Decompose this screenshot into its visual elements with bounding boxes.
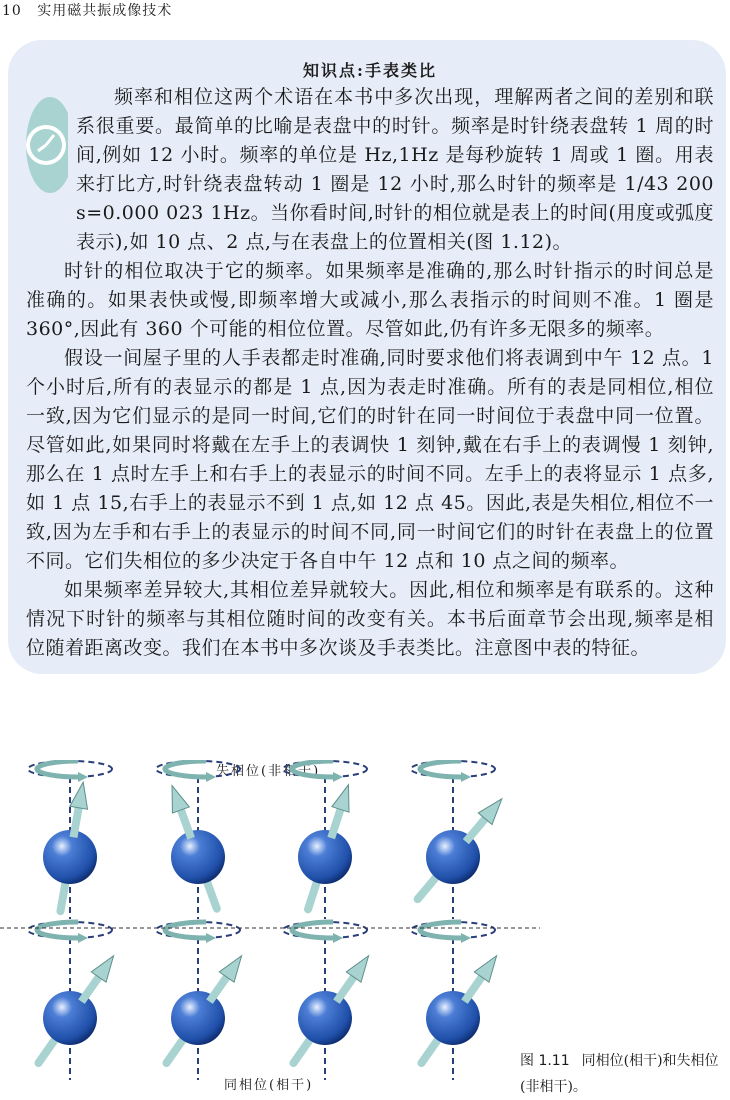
spin-arrowhead-icon (332, 785, 349, 813)
page-number: 10 (2, 3, 22, 19)
rotation-arrow-icon (37, 922, 80, 938)
spin-vector (464, 975, 482, 1001)
paragraph-2: 时针的相位取决于它的频率。如果频率是准确的,那么时针指示的时间总是准确的。如果表快或慢,即频率增大或减小,那么表指示的时间则不准。1 圈是 360°,因此有 360 个可能的相位位置。尽管如此,仍有许多无限多的频率。 (26, 260, 714, 340)
caption-number: 图 1.11 (520, 1053, 570, 1069)
spin-in-phase-2 (156, 922, 242, 1080)
spin-out-of-phase-4 (411, 761, 502, 919)
caption-text: 同相位(相干)和失相位(非相干)。 (520, 1053, 719, 1095)
spin-vector (73, 806, 79, 838)
rotation-arrowhead (461, 772, 471, 782)
rotation-arrow-icon (292, 922, 335, 938)
rotation-arrowhead (78, 772, 88, 782)
spin-in-phase-4 (411, 922, 497, 1080)
rotation-arrow-icon (37, 761, 80, 777)
proton-sphere (298, 991, 352, 1045)
box-title: 知识点:手表类比 (303, 61, 437, 80)
rotation-arrowhead (461, 933, 471, 943)
proton-sphere (171, 991, 225, 1045)
proton-sphere (43, 991, 97, 1045)
rotation-arrowhead (333, 933, 343, 943)
book-title: 实用磁共振成像技术 (37, 3, 173, 19)
spin-out-of-phase-1 (28, 761, 112, 919)
figure-caption (520, 1048, 730, 1100)
spin-in-phase-3 (283, 922, 369, 1080)
knowledge-box (8, 40, 726, 674)
rotation-arrowhead (333, 772, 343, 782)
spin-figure (0, 760, 540, 1094)
spin-vector (180, 808, 191, 838)
rotation-arrow-icon (292, 761, 335, 777)
rotation-arrowhead (78, 933, 88, 943)
proton-sphere (426, 991, 480, 1045)
paragraph-3: 假设一间屋子里的人手表都走时准确,同时要求他们将表调到中午 12 点。1 个小时后,所有的表显示的都是 1 点,因为表走时准确。所有的表是同相位,相位一致,因为它们显示的是同一时间,它们的时针在同一时间位于表盘中同一位置。尽管如此,如果同时将戴在左手上的表调快 1 刻钟,戴在右手上的表调慢 1 刻钟,那么在 1 点时左手上和右手上的表显示的时间不同。左手上的表将显示 1 点多,如 1 点 15,右手上的表显示不到 1 点,如 12 点 45。因此,表是失相位,相位不一致,因为左手和右手上的表显示的时间不同,同一时间它们的时针在表盘上的位置不同。它们失相位的多少决定于各自中午 12 点和 10 点之间的频率。 (26, 347, 714, 572)
clock-icon (20, 95, 68, 195)
in-phase-label: 同相位(相干) (224, 1078, 314, 1093)
proton-sphere (298, 830, 352, 884)
spin-vector (466, 817, 487, 842)
spin-vector (209, 975, 227, 1001)
paragraph-4: 如果频率差异较大,其相位差异就较大。因此,相位和频率是有联系的。这种情况下时针的频率与其相位随时间的改变有关。本书后面章节会出现,频率是相位随着距离改变。我们在本书中多次谈及手表类比。注意图中表的特征。 (26, 579, 714, 659)
spin-out-of-phase-2 (156, 761, 240, 919)
rotation-arrow-icon (420, 922, 463, 938)
spin-vector (336, 975, 354, 1001)
rotation-arrowhead (206, 772, 216, 782)
out-of-phase-label: 失相位(非相干) (216, 764, 321, 779)
spin-arrowhead-icon (172, 786, 189, 814)
spin-arrowhead-icon (70, 782, 88, 809)
spin-vector (81, 975, 99, 1001)
paragraph-1: 频率和相位这两个术语在本书中多次出现，理解两者之间的差别和联系很重要。最简单的比喻是表盘中的时针。频率是时针绕表盘转 1 周的时间,例如 12 小时。频率的单位是 Hz,1Hz 是每秒旋转 1 周或 1 圈。用表来打比方,时针绕表盘转动 1 圈是 12 小时,那么时针的频率是 1/43 200 s=0.000 023 1Hz。当你看时间,时针的相位就是表上的时间(用度或弧度表示),如 10 点、2 点,与在表盘上的位置相关(图 1.12)。 (76, 86, 714, 253)
proton-sphere (43, 830, 97, 884)
spin-in-phase-1 (28, 922, 114, 1080)
spin-out-of-phase-3 (283, 761, 367, 919)
rotation-arrow-icon (165, 922, 208, 938)
spin-vector (331, 808, 341, 838)
rotation-arrow-icon (165, 761, 208, 777)
rotation-arrowhead (206, 933, 216, 943)
rotation-arrow-icon (420, 761, 463, 777)
proton-sphere (171, 830, 225, 884)
running-header (2, 0, 182, 20)
